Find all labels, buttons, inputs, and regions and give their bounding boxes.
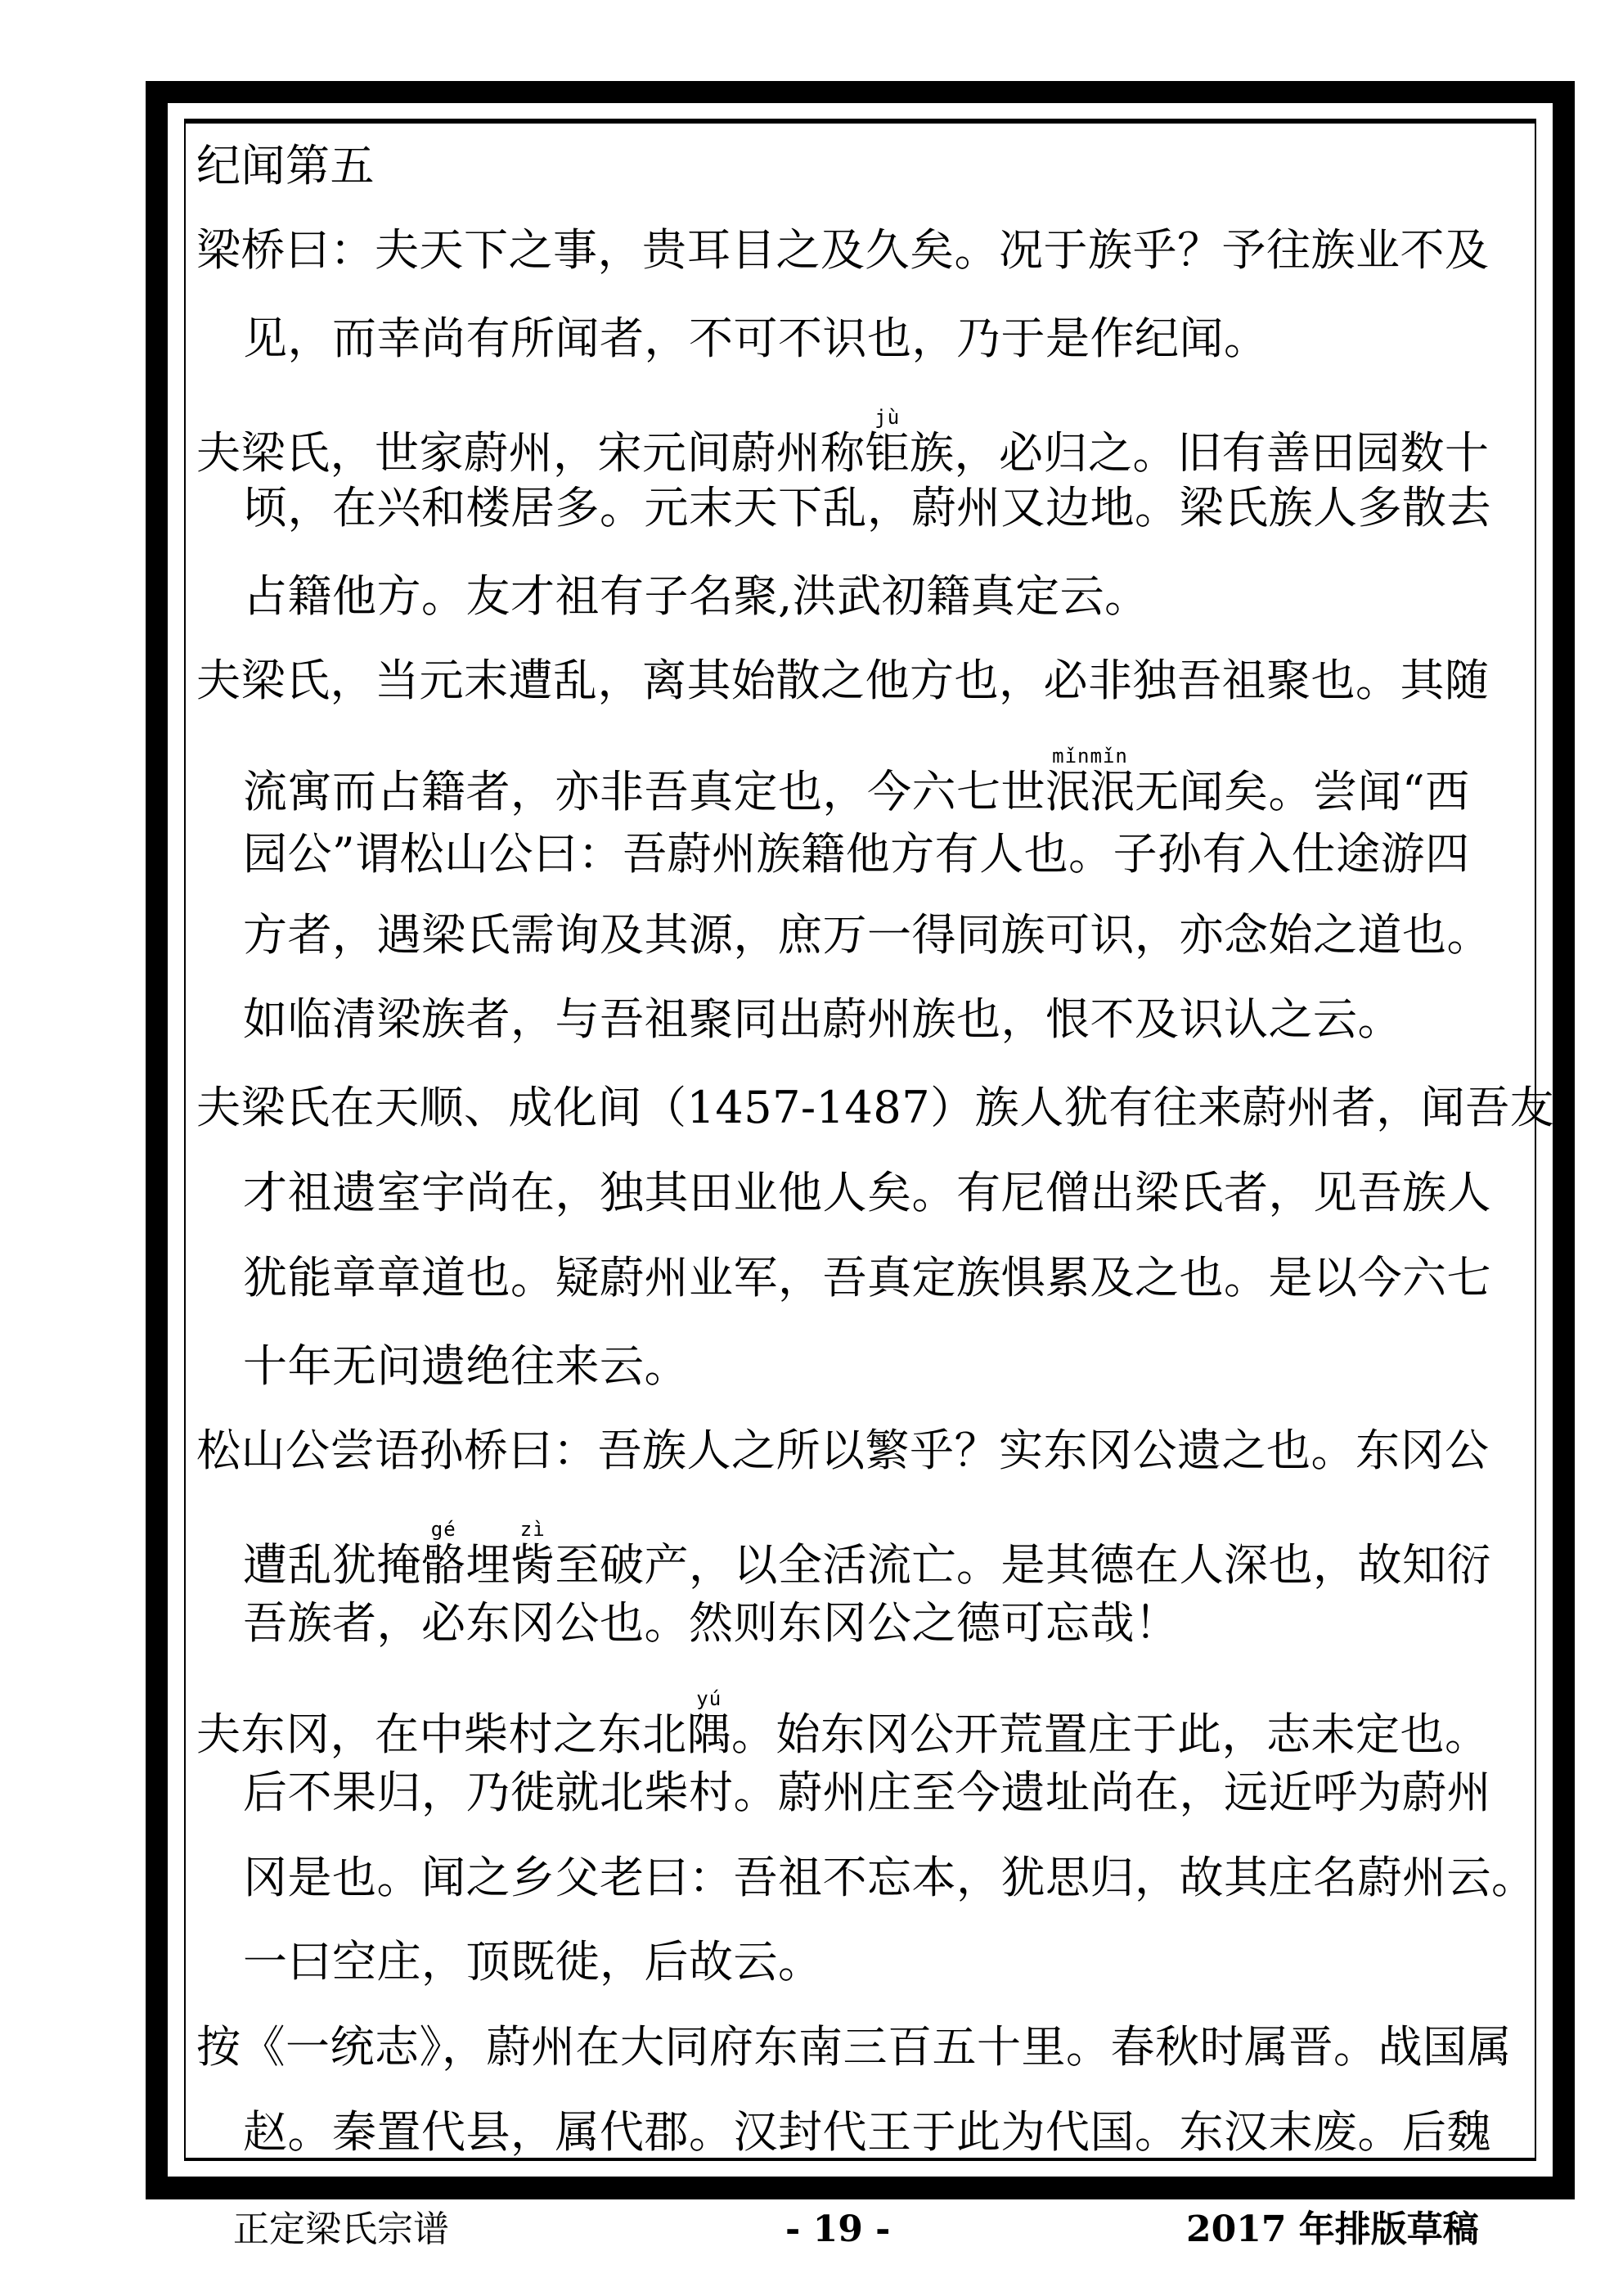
text-segment: 遭乱犹掩 (243, 1539, 421, 1591)
text-line (243, 1767, 1491, 1819)
text-segment: 。始东冈公开荒置庄于此，志未定也。 (731, 1708, 1490, 1760)
pinyin-annotation: yú (686, 1687, 731, 1710)
text-segment: 纪闻第五 (196, 140, 375, 191)
ruby-base: 胔 (510, 1539, 555, 1591)
text-line (196, 224, 1490, 277)
annotated-character (1045, 745, 1135, 817)
text-segment: 赵。秦置代县，属代郡。汉封代王于此为代国。东汉末废。后魏 (243, 2106, 1491, 2158)
text-segment: 才祖遗室宇尚在，独其田业他人矣。有尼僧出梁氏者，见吾族人 (243, 1167, 1491, 1218)
text-line (243, 1936, 823, 1988)
ruby-base: 钜 (865, 427, 910, 479)
text-line (196, 1687, 1490, 1760)
pinyin-annotation: mǐnmǐn (1045, 745, 1135, 768)
text-segment: 族，必归之。旧有善田园数十 (910, 427, 1490, 479)
text-segment: 夫梁氏，当元末遭乱，离其始散之他方也，必非独吾祖聚也。其随 (196, 655, 1490, 706)
text-segment: 吾族者，必东冈公也。然则东冈公之德可忘哉！ (243, 1597, 1180, 1649)
text-segment: 占籍他方。友才祖有子名聚,洪武初籍真定云。 (243, 570, 1149, 622)
text-line (243, 745, 1470, 817)
text-segment: 松山公尝语孙桥曰：吾族人之所以繁乎？实东冈公遗之也。东冈公 (196, 1425, 1490, 1476)
text-line (243, 909, 1491, 961)
text-segment: 一曰空庄，顶既徙，后故云。 (243, 1936, 823, 1988)
annotated-character (510, 1518, 555, 1591)
text-line (243, 1340, 689, 1393)
text-segment: 方者，遇梁氏需询及其源，庶万一得同族可识，亦念始之道也。 (243, 909, 1491, 961)
pinyin-annotation: jù (865, 406, 910, 429)
text-segment: 夫梁氏，世家蔚州，宋元间蔚州称 (196, 427, 865, 479)
annotated-character (865, 406, 910, 479)
text-segment: 夫梁氏在天顺、成化间（1457-1487）族人犹有往来蔚州者，闻吾友 (196, 1082, 1555, 1133)
text-segment: 至破产，以全活流亡。是其德在人深也，故知衍 (555, 1539, 1491, 1591)
text-segment: 如临清梁族者，与吾祖聚同出蔚州族也，恨不及识认之云。 (243, 993, 1402, 1045)
text-line (243, 1852, 1536, 1904)
ruby-base: 骼 (421, 1539, 466, 1591)
text-segment: 犹能章章道也。疑蔚州业军，吾真定族惧累及之也。是以今六七 (243, 1252, 1491, 1303)
text-line (196, 2021, 1512, 2073)
text-segment: 顷，在兴和楼居多。元末天下乱，蔚州又边地。梁氏族人多散去 (243, 482, 1491, 533)
text-line (243, 570, 1149, 623)
text-segment: 园公”谓松山公曰：吾蔚州族籍他方有人也。子孙有入仕途游四 (243, 828, 1470, 880)
text-segment: 夫东冈，在中柴村之东北 (196, 1708, 687, 1760)
text-segment: 按《一统志》，蔚州在大同府东南三百五十里。春秋时属晋。战国属 (196, 2021, 1512, 2073)
text-segment: 冈是也。闻之乡父老曰：吾祖不忘本，犹思归，故其庄名蔚州云。 (243, 1852, 1536, 1903)
text-segment: 后不果归，乃徙就北柴村。蔚州庄至今遗址尚在，远近呼为蔚州 (243, 1767, 1491, 1818)
text-line (196, 1082, 1554, 1134)
text-segment: 无闻矣。尝闻“西 (1135, 766, 1470, 817)
text-line (196, 1425, 1490, 1477)
text-line (243, 2106, 1491, 2159)
text-line (243, 313, 1269, 365)
text-line (243, 1252, 1491, 1304)
footer-book-title: 正定梁氏宗谱 (233, 2208, 449, 2250)
text-line (243, 1597, 1180, 1650)
annotated-character (421, 1518, 466, 1591)
text-line (196, 655, 1490, 707)
text-segment: 梁桥曰：夫天下之事，贵耳目之及久矣。况于族乎？予往族业不及 (196, 224, 1490, 276)
text-line (243, 1167, 1491, 1219)
text-segment: 埋 (465, 1539, 510, 1591)
text-line (243, 828, 1470, 880)
footer-draft-note: 2017 年排版草稿 (1186, 2208, 1479, 2250)
text-segment: 见，而幸尚有所闻者，不可不识也，乃于是作纪闻。 (243, 313, 1269, 364)
text-line (243, 1518, 1491, 1591)
text-segment: 十年无问遗绝往来云。 (243, 1340, 689, 1392)
text-line (243, 482, 1491, 534)
ruby-base: 隅 (686, 1708, 731, 1760)
text-line (196, 406, 1490, 479)
pinyin-annotation: zì (510, 1518, 555, 1541)
text-segment: 流寓而占籍者，亦非吾真定也，今六七世 (243, 766, 1045, 817)
text-line (243, 993, 1402, 1046)
pinyin-annotation: gé (421, 1518, 466, 1541)
ruby-base: 泯泯 (1045, 766, 1135, 817)
annotated-character (686, 1687, 732, 1760)
footer-page-number: - 19 - (785, 2208, 891, 2250)
section-title (196, 140, 375, 192)
